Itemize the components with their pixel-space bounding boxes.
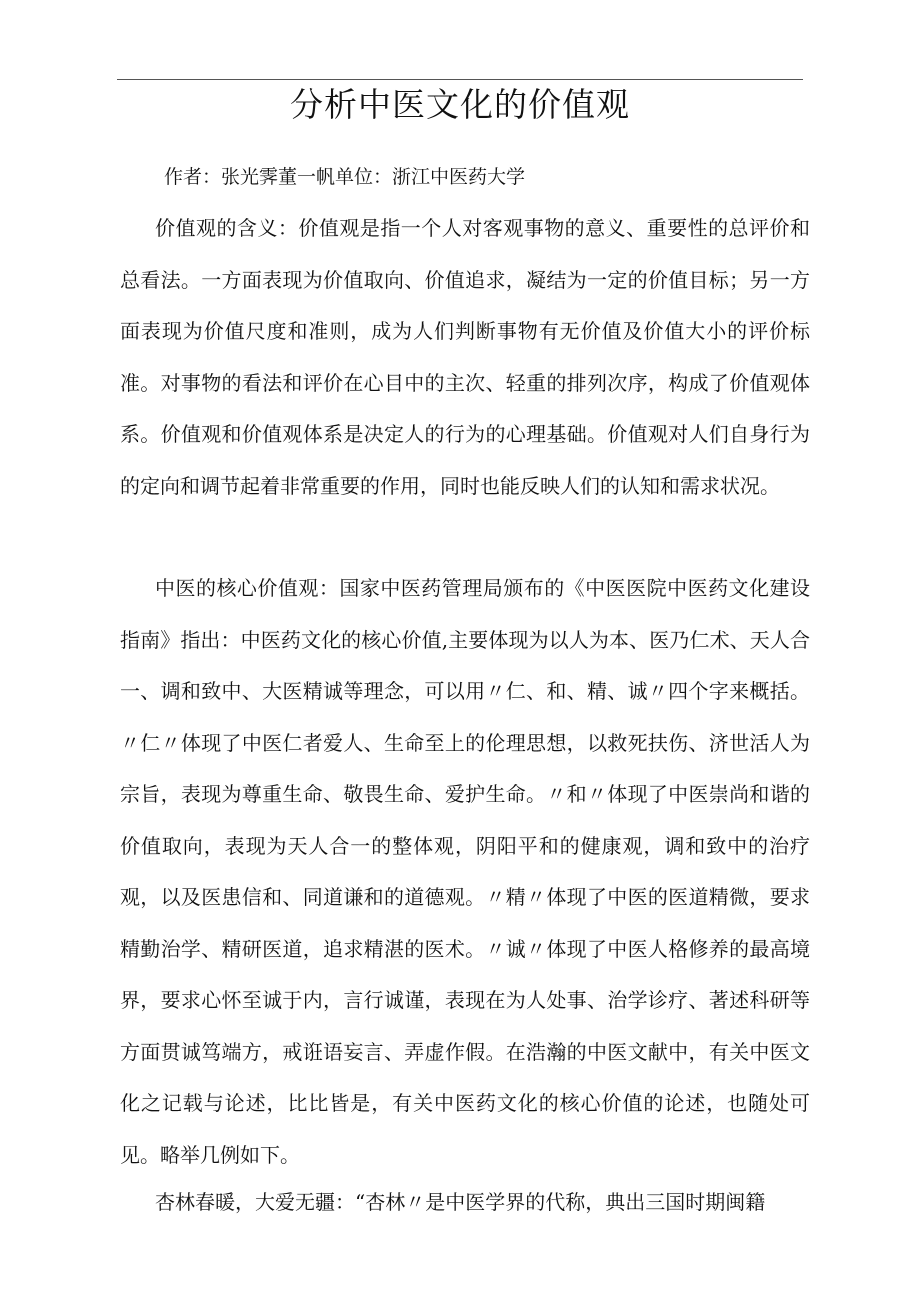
paragraph-core-values: 中医的核心价值观：国家中医药管理局颁布的《中医医院中医药文化建设指南》指出：中医药文化的核心价值,主要体现为以人为本、医乃仁术、天人合一、调和致中、大医精诚等理念，可以用〃仁、和、精、诚〃四个字来概括。〃仁〃体现了中医仁者爱人、生命至上的伦理思想，以救死扶伤、济世活人为宗旨，表现为尊重生命、敬畏生命、爱护生命。〃和〃体现了中医崇尚和谐的价值取向，表现为天人合一的整体观，阴阳平和的健康观，调和致中的治疗观，以及医患信和、同道谦和的道德观。〃精〃体现了中医的医道精微，要求精勤治学、精研医道，追求精湛的医术。〃诚〃体现了中医人格修养的最高境界，要求心怀至诚于内，言行诚谨，表现在为人处事、治学诊疗、著述科研等方面贯诚笃端方，戒诳语妄言、弄虚作假。在浩瀚的中医文献中，有关中医文化之记载与论述，比比皆是，有关中医药文化的核心价值的论述，也随处可见。略举几例如下。 — [120, 576, 810, 1167]
author-byline: 作者：张光霁董一帆单位：浙江中医药大学 — [164, 166, 526, 188]
paragraph-value-definition: 价值观的含义：价值观是指一个人对客观事物的意义、重要性的总评价和总看法。一方面表现为价值取向、价值追求，凝结为一定的价值目标；另一方面表现为价值尺度和准则，成为人们判断事物有无价值及价值大小的评价标准。对事物的看法和评价在心目中的主次、轻重的排列次序，构成了价值观体系。价值观和价值观体系是决定人的行为的心理基础。价值观对人们自身行为的定向和调节起着非常重要的作用，同时也能反映人们的认知和需求状况。 — [120, 216, 810, 498]
header-rule — [117, 79, 803, 80]
document-title: 分析中医文化的价值观 — [290, 85, 630, 124]
paragraph-xinglin: 杏林春暖，大爱无疆：“杏林〃是中医学界的代称，典出三国时期闽籍 — [155, 1190, 766, 1214]
